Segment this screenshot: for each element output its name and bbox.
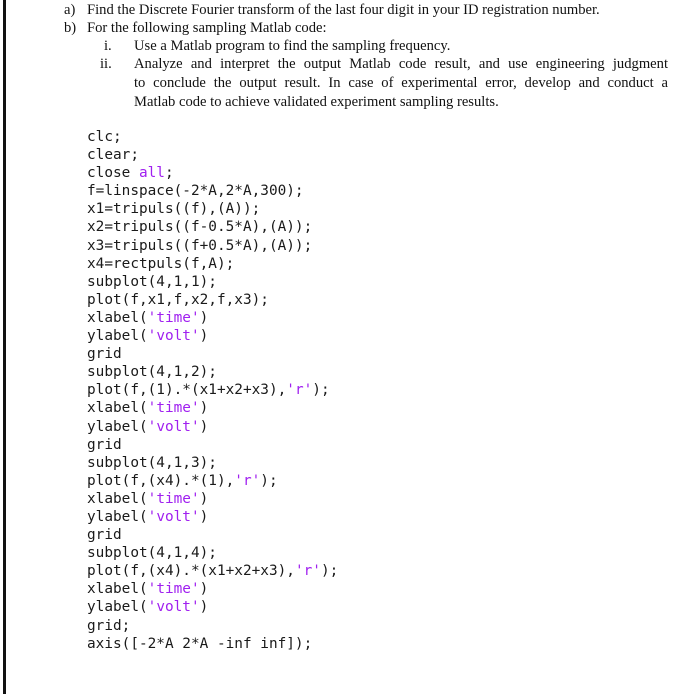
code-token: plot(f,(x4).*(x1+x2+x3), <box>87 563 295 580</box>
question-b-text: For the following sampling Matlab code: <box>87 20 327 36</box>
code-token: plot(f,(1).*(x1+x2+x3), <box>87 382 287 399</box>
code-line <box>87 617 338 635</box>
code-line <box>87 327 338 345</box>
left-margin-rule <box>3 0 6 694</box>
code-token: ylabel( <box>87 599 148 616</box>
code-token: ) <box>199 418 209 435</box>
code-token: xlabel( <box>87 309 148 326</box>
code-token: ylabel( <box>87 508 148 525</box>
code-token: clc; <box>87 129 122 145</box>
code-line <box>87 291 338 309</box>
code-line <box>87 381 338 399</box>
code-token: xlabel( <box>87 400 148 417</box>
item-i-text: Use a Matlab program to find the sampling frequency. <box>134 38 451 54</box>
code-token: grid <box>87 527 122 544</box>
code-token: ) <box>199 581 209 598</box>
question-b-marker: b) <box>64 20 77 36</box>
code-token: subplot(4,1,3); <box>87 454 217 471</box>
code-token: ) <box>199 508 209 525</box>
item-ii-text <box>134 55 668 112</box>
code-line <box>87 363 338 381</box>
code-token: ); <box>260 472 278 489</box>
code-token: axis([-2*A 2*A -inf inf]); <box>87 635 313 652</box>
code-token: subplot(4,1,1); <box>87 273 217 290</box>
code-token: subplot(4,1,2); <box>87 364 217 381</box>
code-token: ) <box>199 400 209 417</box>
code-line <box>87 562 338 580</box>
code-line <box>87 200 338 218</box>
code-token: subplot(4,1,4); <box>87 545 217 562</box>
item-ii-line-1: Analyze and interpret the output Matlab code result, and use engineering judgment <box>134 56 668 72</box>
code-line <box>87 508 338 526</box>
code-token: plot(f,x1,f,x2,f,x3); <box>87 291 269 308</box>
code-line <box>87 418 338 436</box>
code-line <box>87 164 338 182</box>
code-string-literal: 'time' <box>147 309 200 326</box>
code-token: ) <box>199 599 209 616</box>
code-token: grid; <box>87 617 131 634</box>
code-line <box>87 490 338 508</box>
code-token: x4=rectpuls(f,A); <box>87 255 235 272</box>
code-token: xlabel( <box>87 490 148 507</box>
code-line <box>87 526 338 544</box>
code-token: ylabel( <box>87 328 148 345</box>
code-line <box>87 580 338 598</box>
code-string-literal: 'r' <box>286 382 313 399</box>
code-line <box>87 309 338 327</box>
code-string-literal: 'volt' <box>147 599 200 616</box>
code-string-literal: 'time' <box>147 581 200 598</box>
item-ii-marker: ii. <box>100 56 112 72</box>
code-token: grid <box>87 346 122 363</box>
code-string-literal: 'time' <box>147 490 200 507</box>
code-token: ); <box>312 382 330 399</box>
code-token: x3=tripuls((f+0.5*A),(A)); <box>87 237 313 254</box>
code-token: ) <box>199 328 209 345</box>
code-line <box>87 345 338 363</box>
question-a-text: Find the Discrete Fourier transform of the last four digit in your ID registration number. <box>87 2 600 18</box>
code-token: f=linspace(-2*A,2*A,300); <box>87 183 304 200</box>
matlab-code-block <box>87 128 338 653</box>
code-token: close <box>87 165 139 182</box>
code-line <box>87 544 338 562</box>
code-string-literal: 'volt' <box>147 508 200 525</box>
code-line <box>87 472 338 490</box>
code-line <box>87 598 338 616</box>
code-token: plot(f,(x4).*(1), <box>87 472 235 489</box>
code-token: ; <box>164 165 174 182</box>
code-string-literal: 'r' <box>234 472 261 489</box>
code-line <box>87 128 338 146</box>
code-token: ylabel( <box>87 418 148 435</box>
code-token: xlabel( <box>87 581 148 598</box>
code-line <box>87 635 338 653</box>
code-string-literal: 'r' <box>294 563 321 580</box>
item-i-marker: i. <box>104 38 112 54</box>
code-line <box>87 146 338 164</box>
code-token: ) <box>199 490 209 507</box>
code-line <box>87 182 338 200</box>
code-line <box>87 273 338 291</box>
question-a-marker: a) <box>64 2 76 18</box>
code-token: clear; <box>87 147 139 164</box>
code-line <box>87 218 338 236</box>
item-ii-line-2: to conclude the output result. In case of experimental error, develop and conduct a <box>134 75 668 91</box>
code-string-literal: all <box>138 165 165 182</box>
code-token: ); <box>320 563 339 580</box>
item-ii-line-3: Matlab code to achieve validated experiment sampling results. <box>134 94 499 110</box>
code-string-literal: 'volt' <box>147 328 200 345</box>
code-line <box>87 399 338 417</box>
code-line <box>87 237 338 255</box>
code-line <box>87 436 338 454</box>
code-token: x1=tripuls((f),(A)); <box>87 201 261 218</box>
code-string-literal: 'volt' <box>147 418 200 435</box>
code-token: x2=tripuls((f-0.5*A),(A)); <box>87 219 313 236</box>
code-token: ) <box>199 309 209 326</box>
code-token: grid <box>87 436 122 453</box>
code-line <box>87 454 338 472</box>
code-line <box>87 255 338 273</box>
code-string-literal: 'time' <box>147 400 200 417</box>
